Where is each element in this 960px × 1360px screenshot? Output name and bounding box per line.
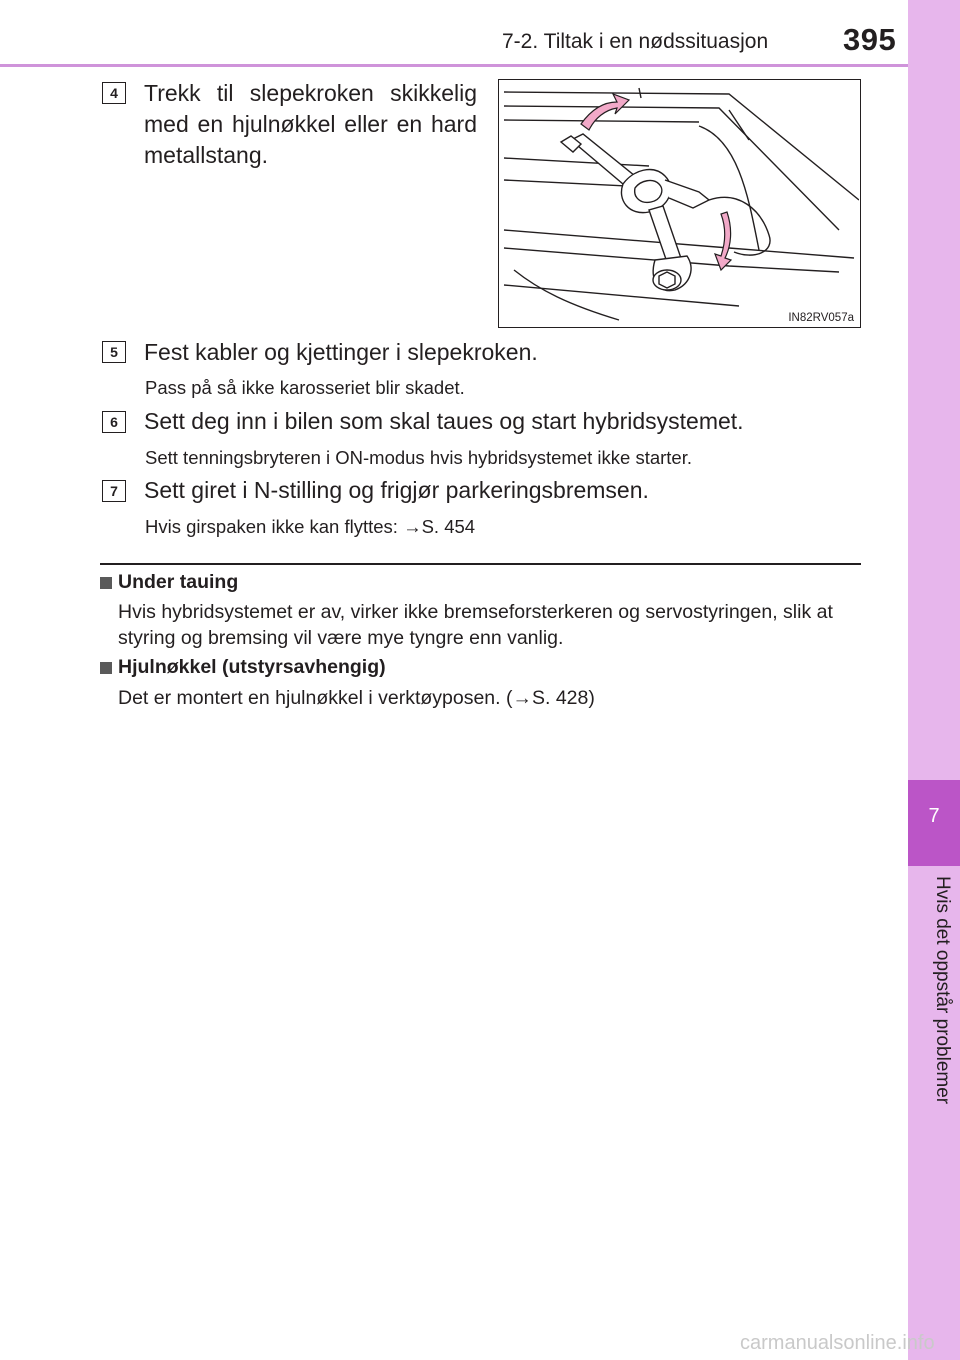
section-title: 7-2. Tiltak i en nødssituasjon — [502, 30, 769, 53]
step-number-7: 7 — [102, 480, 126, 502]
step-number-4: 4 — [102, 82, 126, 104]
note-body-wheel-wrench: Det er montert en hjulnøkkel i verktøyposen. (→S. 428) — [118, 687, 595, 709]
step-number-6: 6 — [102, 411, 126, 433]
step-7-subtext: Hvis girspaken ikke kan flyttes: →S. 454 — [145, 516, 476, 537]
note-bullet-icon — [100, 577, 112, 589]
chapter-side-tab — [908, 0, 960, 1360]
chapter-label: Hvis det oppstår problemer — [932, 876, 953, 1105]
step-6-text: Sett deg inn i bilen som skal taues og start hybridsystemet. — [144, 408, 744, 434]
note-title-wheel-wrench: Hjulnøkkel (utstyrsavhengig) — [118, 656, 386, 678]
note-title-towing: Under tauing — [118, 571, 239, 593]
tow-hook-wrench-illustration — [499, 80, 859, 326]
note-body-towing: Hvis hybridsystemet er av, virker ikke bremseforsterkeren og servostyringen, slik at styring og bremsing vil være mye tyngre enn vanlig. — [118, 601, 833, 649]
step-number-5: 5 — [102, 341, 126, 363]
header-rule — [0, 64, 908, 67]
step-5-text: Fest kabler og kjettinger i slepekroken. — [144, 339, 538, 365]
watermark: carmanualsonline.info — [740, 1332, 935, 1354]
step-6-subtext: Sett tenningsbryteren i ON-modus hvis hybridsystemet ikke starter. — [145, 447, 692, 468]
step-7-text: Sett giret i N-stilling og frigjør parkeringsbremsen. — [144, 477, 649, 503]
rotate-arrow-up-icon — [581, 94, 629, 130]
rotate-arrow-down-icon — [715, 212, 731, 270]
page-number: 395 — [843, 22, 897, 57]
section-divider — [100, 563, 861, 565]
tow-hook-figure — [498, 79, 861, 328]
figure-code: IN82RV057a — [788, 312, 854, 324]
chapter-number: 7 — [928, 805, 940, 827]
step-5-subtext: Pass på så ikke karosseriet blir skadet. — [145, 377, 465, 398]
note-bullet-icon — [100, 662, 112, 674]
step-4-text: Trekk til slepekroken skikkelig med en hjulnøkkel eller en hard metallstang. — [144, 80, 477, 168]
